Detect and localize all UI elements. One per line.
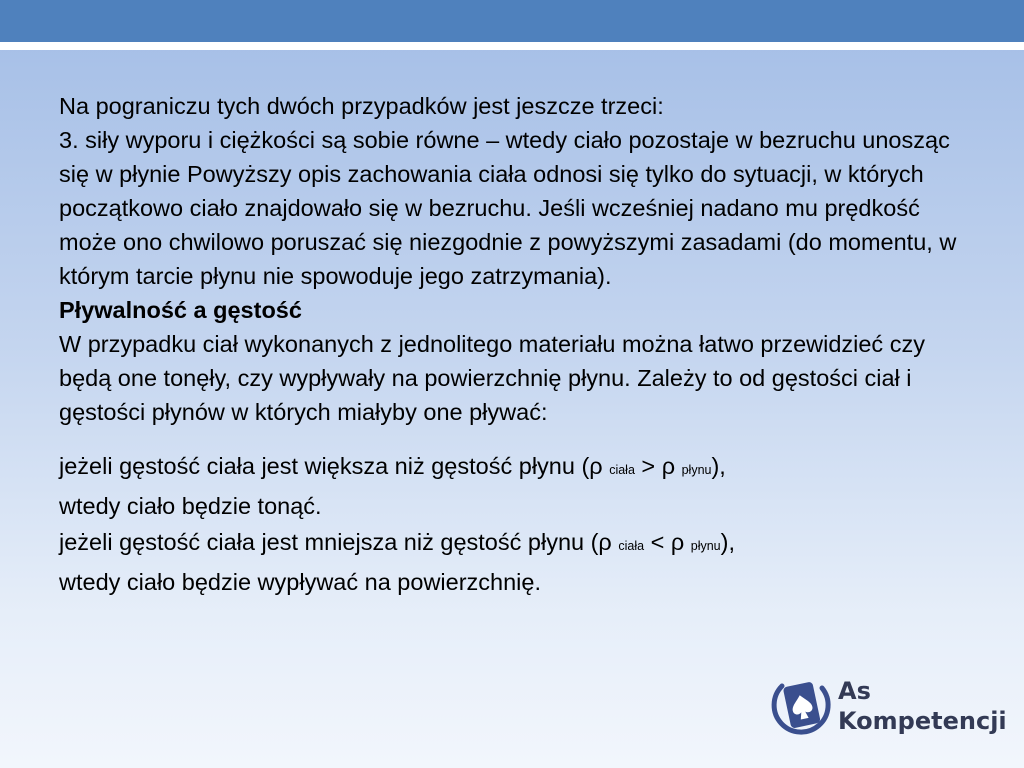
point-3-text: 3. siły wyporu i ciężkości są sobie równe – wtedy ciało pozostaje w bezruchu unosząc się w płynie Powyższy opis zachowania ciała odnosi się tylko do sytuacji, w których początkowo ciało znajdowało się w bezruchu. Jeśli wcześniej nadano mu prędkość może ono chwilowo poruszać się niezgodnie z powyższymi zasadami (do momentu, w którym tarcie płynu nie spowoduje jego zatrzymania). xyxy=(59,127,957,289)
rule-floating-tail: wtedy ciało będzie wypływać na powierzchnię. xyxy=(59,569,541,595)
rho-body-subscript: ciała xyxy=(609,463,635,477)
section-paragraph: W przypadku ciał wykonanych z jednolitego materiału można łatwo przewidzieć czy będą one tonęły, czy wypływały na powierzchnię płynu. Zależy to od gęstości ciał i gęstości płynów w których miałyby one pływać: xyxy=(59,331,925,425)
rule-floating-operator: < ρ xyxy=(644,529,691,555)
logo xyxy=(770,672,1007,748)
rule-sinking-lead: jeżeli gęstość ciała jest większa niż gęstość płynu (ρ xyxy=(59,453,610,479)
logo-line-1: As xyxy=(838,677,871,705)
rho-fluid-subscript: płynu xyxy=(681,463,712,477)
spade-card-icon xyxy=(770,672,834,744)
slide-content xyxy=(59,89,969,600)
logo-line-2: Kompetencji xyxy=(838,707,1007,735)
rule-floating-close: ), xyxy=(720,529,735,555)
rho-fluid-subscript: płynu xyxy=(690,539,721,553)
rule-floating xyxy=(59,524,969,600)
rho-body-subscript: ciała xyxy=(618,539,645,553)
rule-floating-lead: jeżeli gęstość ciała jest mniejsza niż gęstość płynu (ρ xyxy=(59,529,619,555)
logo-text xyxy=(838,676,1007,736)
rule-sinking-close: ), xyxy=(711,453,726,479)
density-rules xyxy=(59,448,969,600)
rule-sinking-tail: wtedy ciało będzie tonąć. xyxy=(59,493,322,519)
section-heading: Pływalność a gęstość xyxy=(59,297,302,323)
top-rule xyxy=(0,42,1024,50)
intro-text: Na pograniczu tych dwóch przypadków jest jeszcze trzeci: xyxy=(59,93,664,119)
top-band xyxy=(0,0,1024,42)
rule-sinking xyxy=(59,448,969,524)
rule-sinking-operator: > ρ xyxy=(634,453,682,479)
